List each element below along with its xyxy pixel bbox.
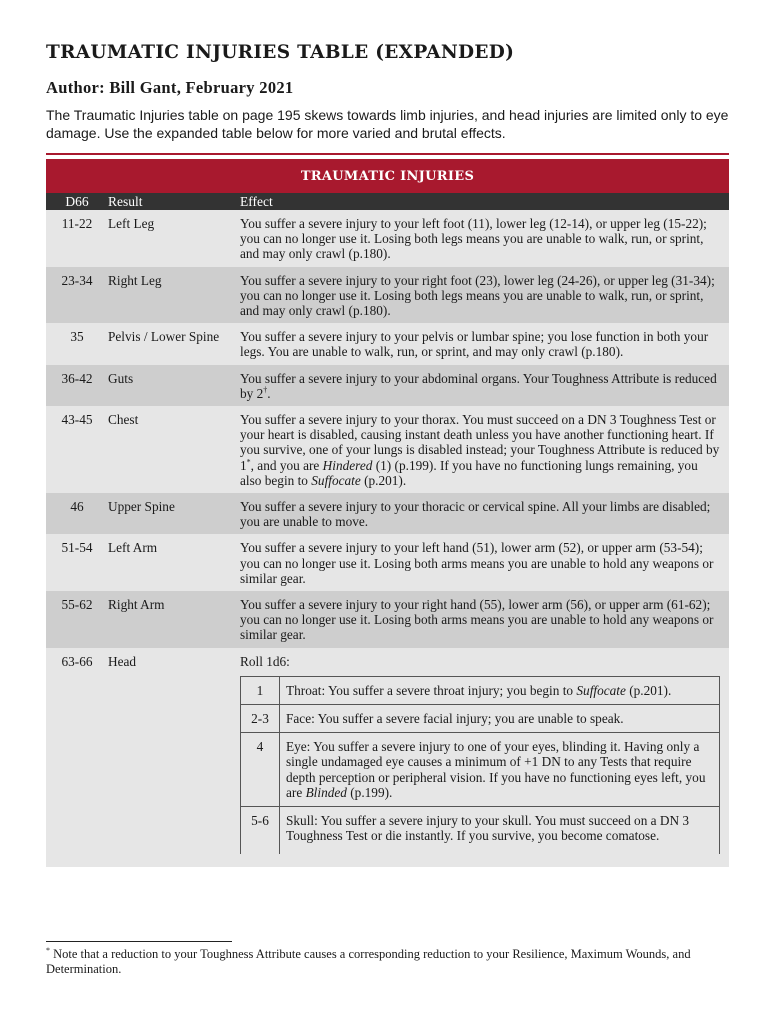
table-row [46,591,729,648]
subtable-row [241,705,720,733]
row-effect-text: You suffer a severe injury to your thorax. You must succeed on a DN 3 Toughness Test or your heart is disabled, causing instant death unless you have another functioning heart. If you survive, one of your lungs is disabled instead; your Toughness Attribute is reduced by 1 [240,412,720,473]
subtable-roll: 2-3 [241,705,280,733]
row-d66: 51-54 [61,540,93,556]
row-d66: 23-34 [61,272,93,288]
row-effect: You suffer a severe injury to your left hand (51), lower arm (52), or upper arm (53-54); you can no longer use it. Losing both arms means you are unable to hold any weapons or similar gear. [240,540,714,586]
subtable-text-a: Throat: You suffer a severe throat injury; you begin to [286,682,577,698]
roll-instruction: Roll 1d6: [240,653,290,669]
row-result: Guts [108,370,134,386]
row-effect: You suffer a severe injury to your thoracic or cervical spine. All your limbs are disabled; you are unable to move. [240,499,711,530]
footnote [46,947,730,977]
row-effect: You suffer a severe injury to your pelvis or lumbar spine; you lose function in both your legs. You are unable to walk, run, or sprint, and may only crawl (p.180). [240,329,709,360]
row-result: Left Arm [108,540,158,556]
row-d66: 36-42 [61,370,93,386]
table-row [46,210,729,267]
row-result: Chest [108,412,139,428]
row-result: Pelvis / Lower Spine [108,329,220,345]
subtable-text-a: Eye: You suffer a severe injury to one of your eyes, blinding it. Having only a single undamaged eye causes a minimum of +1 DN to any Tests that require depth perception or peripheral vision. If you have no functioning eyes left, you are [286,739,706,800]
subtable-text-b: (p.199). [346,784,393,800]
table-row [46,406,729,493]
row-effect [240,412,729,488]
intro-paragraph: The Traumatic Injuries table on page 195 skews towards limb injuries, and head injuries are limited only to eye damage. Use the expanded table below for more varied and brutal effects. [46,107,729,141]
document-author: Author: Bill Gant, February 2021 [46,78,294,97]
row-d66: 35 [70,329,84,345]
row-effect: You suffer a severe injury to your right hand (55), lower arm (56), or upper arm (61-62); you can no longer use it. Losing both arms means you are unable to hold any weapons or similar gear. [240,597,714,643]
row-result: Upper Spine [108,499,175,515]
row-result: Head [108,653,137,669]
subtable-text [280,676,720,704]
asterisk-mark: * [246,457,251,467]
document-title: TRAUMATIC INJURIES TABLE (EXPANDED) [46,42,515,63]
row-effect: You suffer a severe injury to your right foot (23), lower leg (24-26), or upper leg (31-34); you can no longer use it. Losing both legs means you are unable to walk, run, or sprint, and may only crawl (p.180). [240,272,715,319]
blinded-term: Blinded [305,784,347,800]
row-d66: 11-22 [61,216,93,231]
footnote-text: Note that a reduction to your Toughness Attribute causes a corresponding reduction to your Resilience, Maximum Wounds, and Determination. [46,947,691,976]
row-result: Right Leg [108,272,162,288]
row-d66: 46 [70,499,84,515]
subtable-text: Face: You suffer a severe facial injury; you are unable to speak. [280,705,720,733]
subtable-row [241,676,720,704]
header-effect: Effect [240,193,273,209]
head-subtable [240,676,720,854]
subtable-roll: 5-6 [241,807,280,854]
footnote-rule [46,941,232,942]
row-result: Right Arm [108,597,165,613]
table-row [46,648,729,867]
table-row [46,534,729,591]
subtable-roll: 4 [241,733,280,807]
dagger-mark: † [263,385,268,395]
row-effect-text-2: , and you are [250,457,323,473]
subtable-text [280,733,720,807]
subtable-row [241,733,720,807]
header-result: Result [108,193,143,209]
subtable-row [241,807,720,854]
table-row [46,493,729,534]
row-effect-text-end: . [267,385,271,401]
row-effect: You suffer a severe injury to your left foot (11), lower leg (12-14), or upper leg (15-22); you can no longer use it. Losing both legs means you are unable to walk, run, or sprint, and may only crawl (p.180). [240,216,707,262]
row-effect-text-4: (p.201). [360,472,407,488]
footnote-mark: * [46,945,50,955]
subtable-roll: 1 [241,676,280,704]
suffocate-term: Suffocate [311,472,361,488]
row-effect [240,371,729,401]
subtable-text-b: (p.201). [625,682,672,698]
row-result: Left Leg [108,216,155,231]
row-effect-text-3: (1) (p.199). If you have no functioning lungs remaining, you also begin to [240,457,698,488]
header-d66: D66 [65,193,89,209]
row-d66: 63-66 [61,653,93,669]
row-effect [240,654,729,862]
table-row [46,267,729,324]
suffocate-term: Suffocate [576,682,626,698]
hindered-term: Hindered [322,457,373,473]
row-effect-text: You suffer a severe injury to your abdominal organs. Your Toughness Attribute is reduced by 2 [240,370,717,401]
traumatic-injuries-table [46,153,729,867]
table-row [46,365,729,406]
row-d66: 43-45 [61,412,93,428]
table-column-headers [46,193,729,210]
subtable-text: Skull: You suffer a severe injury to your skull. You must succeed on a DN 3 Toughness Test or die instantly. If you survive, you become comatose. [280,807,720,854]
table-row [46,323,729,364]
row-d66: 55-62 [61,597,93,613]
table-top-rule [46,153,729,155]
table-banner: TRAUMATIC INJURIES [46,159,729,193]
